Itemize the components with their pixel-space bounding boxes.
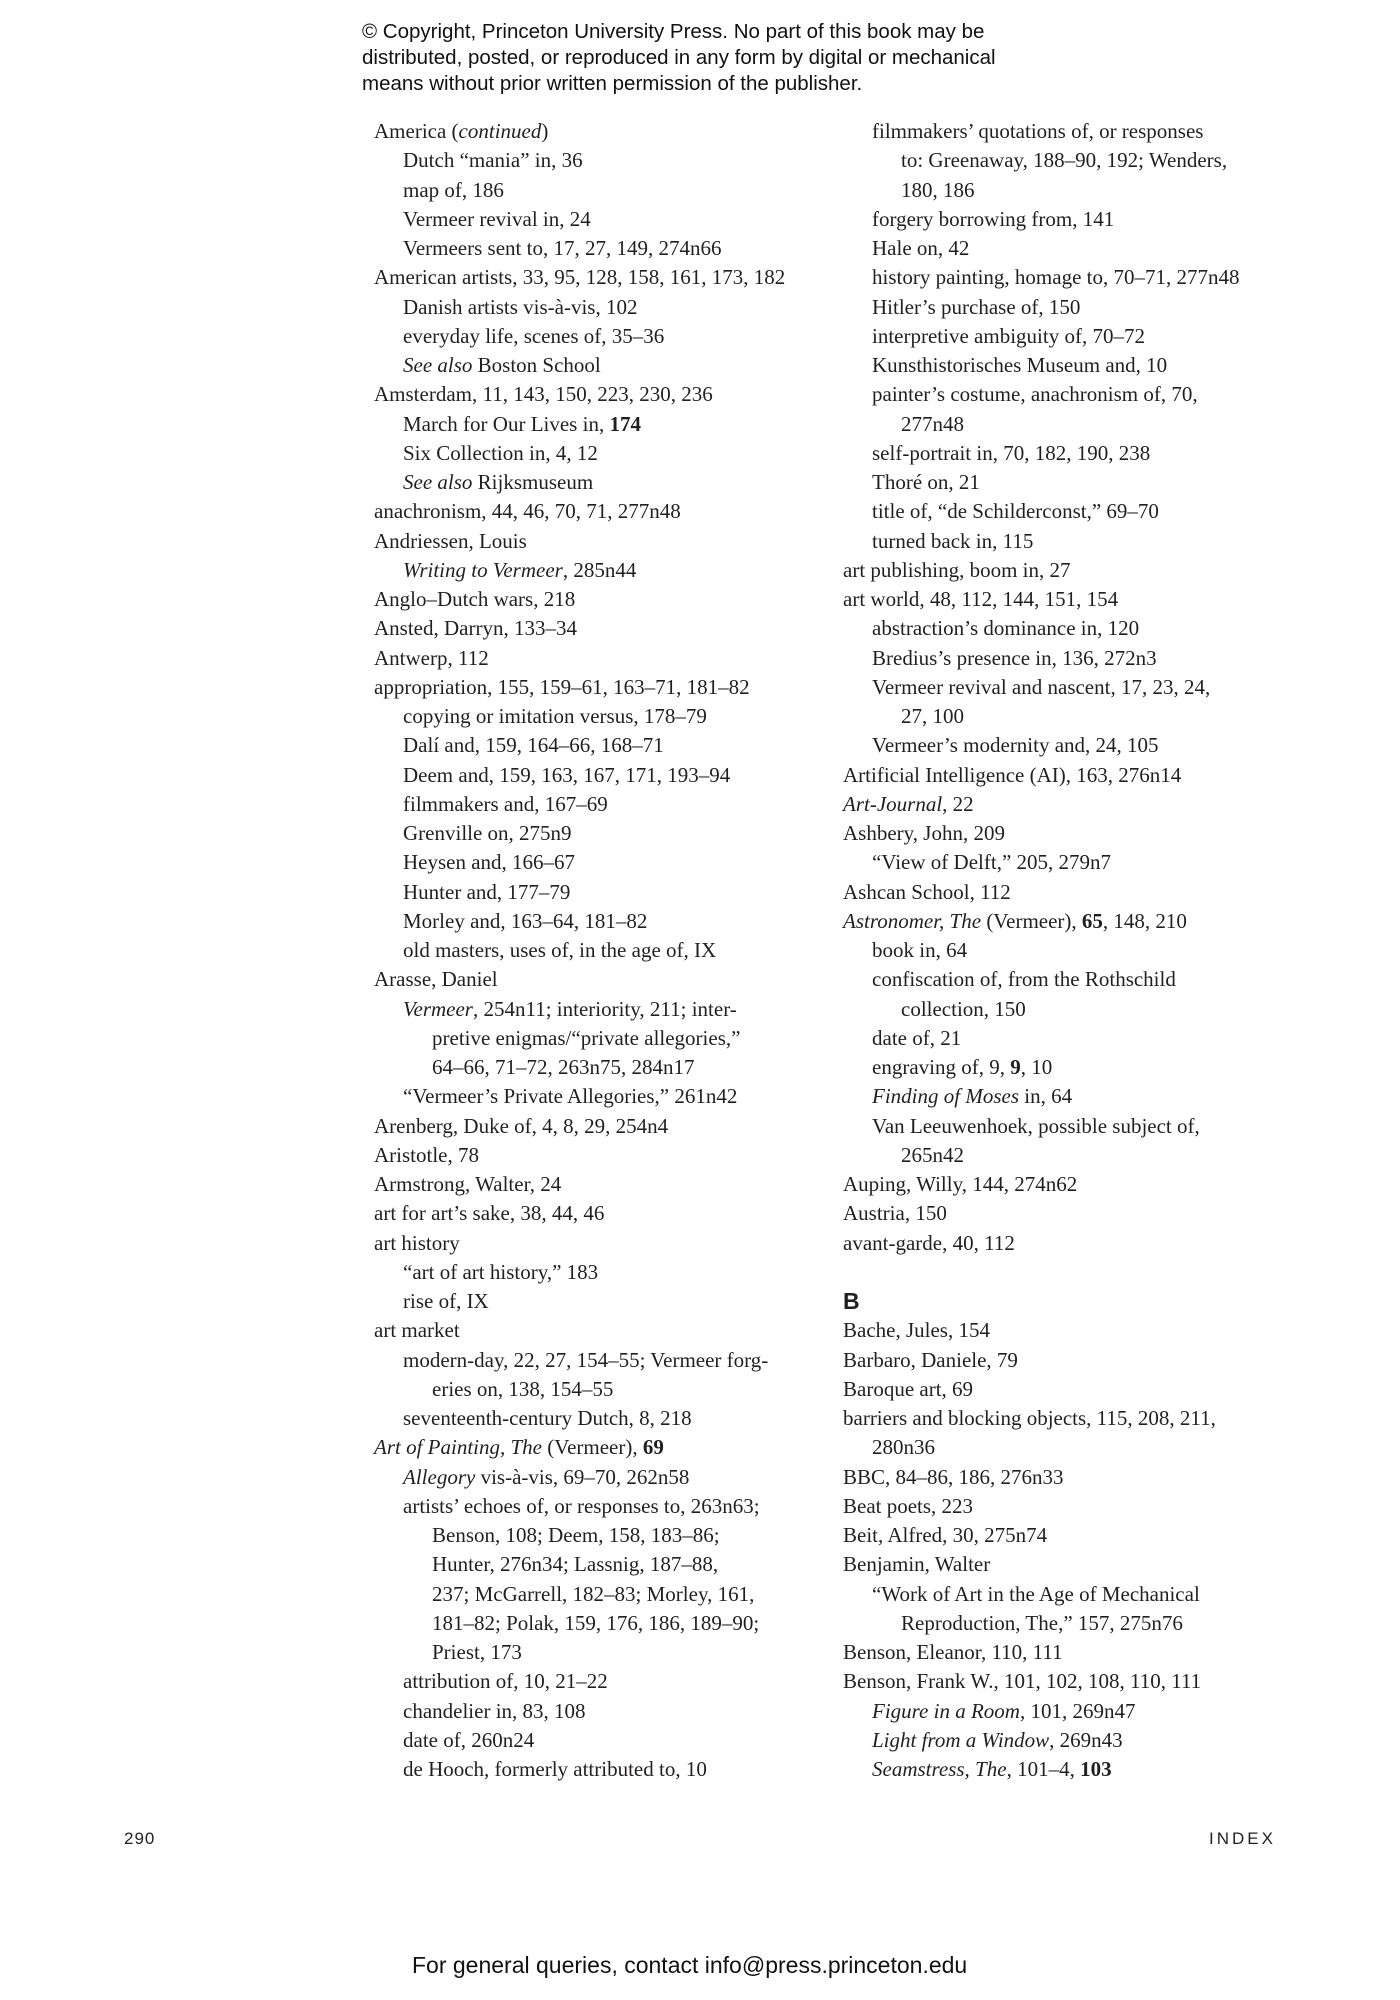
index-subentry xyxy=(374,439,804,468)
entry-text: Dalí and, 159, 164–66, 168–71 xyxy=(403,733,664,758)
index-entry xyxy=(843,1492,1283,1521)
entry-text: 65 xyxy=(1081,908,1103,933)
entry-text: title of, “de Schilderconst,” 69–70 xyxy=(872,499,1159,524)
entry-text: Ashbery, John, 209 xyxy=(843,821,1005,845)
entry-text: Priest, 173 xyxy=(432,1640,522,1664)
entry-text: art publishing, boom in, 27 xyxy=(843,557,1071,582)
index-entry xyxy=(374,585,804,614)
index-subentry xyxy=(843,673,1283,702)
entry-text: vis-à-vis, 69–70, 262n58 xyxy=(475,1464,690,1489)
index-entry xyxy=(374,644,804,673)
index-entry xyxy=(374,965,804,994)
entry-text: Armstrong, Walter, 24 xyxy=(374,1172,562,1196)
entry-text: Barbaro, Daniele, 79 xyxy=(843,1347,1018,1372)
index-subentry xyxy=(374,1287,804,1316)
index-entry xyxy=(374,614,804,643)
entry-text: Boston School xyxy=(472,353,601,377)
entry-text: rise of, IX xyxy=(403,1289,489,1313)
index-subentry xyxy=(374,1082,804,1111)
entry-text: , 22 xyxy=(942,791,974,816)
entry-text: date of, 21 xyxy=(872,1025,962,1050)
index-subentry xyxy=(374,819,804,848)
index-subentry xyxy=(843,848,1283,877)
entry-text: Allegory xyxy=(403,1464,476,1489)
entry-text: anachronism, 44, 46, 70, 71, 277n48 xyxy=(374,499,681,524)
index-entry xyxy=(843,907,1283,936)
entry-text: Baroque art, 69 xyxy=(843,1376,974,1401)
index-entry xyxy=(843,1346,1283,1375)
index-subentry xyxy=(843,117,1283,146)
entry-text: 69 xyxy=(642,1435,664,1460)
index-entry xyxy=(843,556,1283,585)
entry-text: copying or imitation versus, 178–79 xyxy=(403,704,707,728)
index-column-right xyxy=(843,117,1283,1784)
index-subentry xyxy=(843,234,1283,263)
index-subentry xyxy=(843,205,1283,234)
entry-text: Beit, Alfred, 30, 275n74 xyxy=(843,1523,1048,1547)
entry-text: , 101, 269n47 xyxy=(1019,1698,1136,1723)
index-entry xyxy=(843,1199,1283,1228)
entry-text: Benson, Eleanor, 110, 111 xyxy=(843,1640,1063,1664)
entry-text: America ( xyxy=(374,119,459,143)
index-subentry xyxy=(843,1609,1283,1638)
index-subentry xyxy=(843,1024,1283,1053)
entry-text: Arasse, Daniel xyxy=(374,967,498,992)
index-subentry xyxy=(374,848,804,877)
entry-text: turned back in, 115 xyxy=(872,528,1034,553)
index-subentry xyxy=(374,1755,804,1784)
index-subentry xyxy=(843,1726,1283,1755)
contact-footer: For general queries, contact info@press.princeton.edu xyxy=(412,1952,968,1978)
entry-text: Figure in a Room xyxy=(872,1698,1020,1723)
index-subentry xyxy=(374,1580,804,1609)
index-subentry xyxy=(843,410,1283,439)
index-subentry xyxy=(843,1433,1283,1462)
entry-text: Bache, Jules, 154 xyxy=(843,1318,990,1343)
entry-text: Artificial Intelligence (AI), 163, 276n14 xyxy=(843,762,1182,787)
copyright-line: © Copyright, Princeton University Press. No part of this book may be xyxy=(362,20,985,43)
entry-text: everyday life, scenes of, 35–36 xyxy=(403,323,665,348)
index-subentry xyxy=(374,322,804,351)
index-entry xyxy=(374,380,804,409)
index-entry xyxy=(374,527,804,556)
index-subentry xyxy=(843,1112,1283,1141)
copyright-line: distributed, posted, or reproduced in any form by digital or mechanical xyxy=(362,46,996,69)
index-subentry xyxy=(843,702,1283,731)
entry-text: Anglo–Dutch wars, 218 xyxy=(374,587,576,611)
index-subentry xyxy=(374,731,804,760)
page-number: 290 xyxy=(124,1829,156,1848)
index-subentry xyxy=(374,293,804,322)
entry-text: avant-garde, 40, 112 xyxy=(843,1230,1015,1255)
index-subentry xyxy=(843,1580,1283,1609)
entry-text: Benjamin, Walter xyxy=(843,1552,991,1577)
entry-text: Hale on, 42 xyxy=(872,236,970,260)
entry-text: Vermeer revival in, 24 xyxy=(403,206,591,231)
entry-text: , 10 xyxy=(1020,1055,1053,1079)
copyright-line: means without prior written permission of the publisher. xyxy=(362,72,863,95)
index-entry xyxy=(843,1463,1283,1492)
entry-text: Astronomer, The xyxy=(843,908,982,933)
entry-text: Andriessen, Louis xyxy=(374,528,527,553)
entry-text: Antwerp, 112 xyxy=(374,645,489,670)
index-subentry xyxy=(843,1141,1283,1170)
index-subentry xyxy=(374,146,804,175)
entry-text: 174 xyxy=(609,411,641,436)
index-subentry xyxy=(843,614,1283,643)
entry-text: , 148, 210 xyxy=(1102,908,1187,933)
index-subentry xyxy=(374,1697,804,1726)
index-subentry xyxy=(374,234,804,263)
entry-text: “View of Delft,” 205, 279n7 xyxy=(872,850,1112,875)
entry-text: 103 xyxy=(1080,1757,1112,1781)
index-entry xyxy=(374,117,804,146)
entry-text: filmmakers and, 167–69 xyxy=(403,791,608,816)
index-subentry xyxy=(843,263,1283,292)
entry-text: Deem and, 159, 163, 167, 171, 193–94 xyxy=(403,762,731,787)
entry-text: 181–82; Polak, 159, 176, 186, 189–90; xyxy=(432,1610,760,1635)
index-entry xyxy=(843,1170,1283,1199)
entry-text: Morley and, 163–64, 181–82 xyxy=(403,908,648,933)
index-subentry xyxy=(374,176,804,205)
entry-text: seventeenth-century Dutch, 8, 218 xyxy=(403,1406,692,1430)
index-subentry xyxy=(843,351,1283,380)
index-subentry xyxy=(843,497,1283,526)
entry-text: Benson, 108; Deem, 158, 183–86; xyxy=(432,1523,720,1547)
entry-text: 277n48 xyxy=(901,411,964,436)
index-subentry xyxy=(374,907,804,936)
entry-text: to: Greenaway, 188–90, 192; Wenders, xyxy=(901,148,1228,173)
index-entry xyxy=(843,878,1283,907)
index-subentry xyxy=(374,1609,804,1638)
entry-text: Aristotle, 78 xyxy=(374,1142,479,1167)
index-entry xyxy=(374,1141,804,1170)
index-entry xyxy=(843,1316,1283,1345)
index-subentry xyxy=(374,702,804,731)
index-subentry xyxy=(374,1550,804,1579)
entry-text: “art of art history,” 183 xyxy=(403,1259,599,1284)
index-column-left xyxy=(374,117,804,1784)
entry-text: ) xyxy=(541,119,549,143)
index-subentry xyxy=(843,322,1283,351)
entry-text: Finding of Moses xyxy=(872,1084,1019,1109)
index-subentry xyxy=(843,176,1283,205)
entry-text: 180, 186 xyxy=(901,177,975,202)
entry-text: Ansted, Darryn, 133–34 xyxy=(374,616,577,641)
entry-text: Kunsthistorisches Museum and, 10 xyxy=(872,353,1168,377)
entry-text: Vermeer’s modernity and, 24, 105 xyxy=(872,733,1159,758)
entry-text: forgery borrowing from, 141 xyxy=(872,206,1115,231)
index-entry xyxy=(843,1521,1283,1550)
entry-text: (Vermeer), xyxy=(542,1435,643,1460)
index-subentry xyxy=(374,1521,804,1550)
index-entry xyxy=(843,1375,1283,1404)
entry-text: painter’s costume, anachronism of, 70, xyxy=(872,382,1198,407)
entry-text: Beat poets, 223 xyxy=(843,1493,974,1518)
entry-text: Amsterdam, 11, 143, 150, 223, 230, 236 xyxy=(374,382,713,407)
copyright-notice xyxy=(362,19,1082,97)
entry-text: March for Our Lives in, xyxy=(403,411,610,436)
index-entry xyxy=(374,1199,804,1228)
entry-text: Art-Journal xyxy=(843,791,943,816)
index-entry xyxy=(843,1404,1283,1433)
index-letter-heading: B xyxy=(843,1288,860,1314)
index-subentry xyxy=(843,965,1283,994)
entry-text: , 285n44 xyxy=(562,557,637,582)
index-entry xyxy=(843,585,1283,614)
entry-text: Thoré on, 21 xyxy=(872,470,980,494)
index-subentry xyxy=(374,1726,804,1755)
index-subentry xyxy=(843,527,1283,556)
entry-text: Hunter and, 177–79 xyxy=(403,879,571,904)
entry-text: Heysen and, 166–67 xyxy=(403,850,576,875)
entry-text: Arenberg, Duke of, 4, 8, 29, 254n4 xyxy=(374,1113,669,1138)
entry-text: Writing to Vermeer xyxy=(403,557,563,582)
index-subentry xyxy=(843,439,1283,468)
index-subentry xyxy=(374,1492,804,1521)
entry-text: See also xyxy=(403,470,473,494)
entry-text: Art of Painting, The xyxy=(374,1435,542,1460)
entry-text: confiscation of, from the Rothschild xyxy=(872,967,1176,992)
entry-text: engraving of, 9, xyxy=(872,1055,1011,1079)
entry-text: interpretive ambiguity of, 70–72 xyxy=(872,323,1145,348)
entry-text: 265n42 xyxy=(901,1142,964,1167)
entry-text: map of, 186 xyxy=(403,177,504,202)
index-entry xyxy=(843,1229,1283,1258)
entry-text: history painting, homage to, 70–71, 277n48 xyxy=(872,265,1240,290)
entry-text: Austria, 150 xyxy=(843,1201,947,1226)
entry-text: appropriation, 155, 159–61, 163–71, 181–82 xyxy=(374,674,750,699)
index-subentry xyxy=(374,1053,804,1082)
index-subentry xyxy=(843,380,1283,409)
index-entry xyxy=(374,497,804,526)
index-subentry xyxy=(374,351,804,380)
index-entry xyxy=(374,1433,804,1462)
entry-text: art world, 48, 112, 144, 151, 154 xyxy=(843,587,1119,611)
entry-text: Rijksmuseum xyxy=(472,470,594,494)
entry-text: Ashcan School, 112 xyxy=(843,879,1011,904)
entry-text: modern-day, 22, 27, 154–55; Vermeer forg- xyxy=(403,1347,769,1372)
index-subentry xyxy=(374,1404,804,1433)
entry-text: art history xyxy=(374,1230,460,1255)
index-entry xyxy=(843,1550,1283,1579)
entry-text: Vermeer revival and nascent, 17, 23, 24, xyxy=(872,674,1211,699)
entry-text: Hitler’s purchase of, 150 xyxy=(872,294,1081,319)
entry-text: Dutch “mania” in, 36 xyxy=(403,148,583,173)
entry-text: BBC, 84–86, 186, 276n33 xyxy=(843,1464,1064,1489)
index-subentry xyxy=(374,878,804,907)
index-entry xyxy=(843,790,1283,819)
index-entry xyxy=(843,1638,1283,1667)
index-subentry xyxy=(843,1697,1283,1726)
index-subentry xyxy=(374,1346,804,1375)
entry-text: continued xyxy=(458,119,542,143)
entry-text: collection, 150 xyxy=(901,996,1026,1021)
entry-text: , 254n11; interiority, 211; inter- xyxy=(472,996,737,1021)
index-subentry xyxy=(374,556,804,585)
entry-text: old masters, uses of, in the age of, IX xyxy=(403,938,717,962)
index-subentry xyxy=(843,293,1283,322)
entry-text: book in, 64 xyxy=(872,938,968,962)
entry-text: Auping, Willy, 144, 274n62 xyxy=(843,1172,1078,1196)
running-footer-section: INDEX xyxy=(1209,1829,1276,1848)
index-entry xyxy=(374,1229,804,1258)
entry-text: art market xyxy=(374,1318,460,1343)
entry-text: pretive enigmas/“private allegories,” xyxy=(432,1025,741,1050)
entry-text: 280n36 xyxy=(872,1435,935,1460)
index-subentry xyxy=(843,468,1283,497)
index-subentry xyxy=(374,1463,804,1492)
index-subentry xyxy=(843,146,1283,175)
entry-text: 27, 100 xyxy=(901,704,964,728)
index-subentry xyxy=(374,1375,804,1404)
index-subentry xyxy=(843,936,1283,965)
index-subentry xyxy=(843,1082,1283,1111)
entry-text: , 101–4, xyxy=(1006,1757,1081,1781)
entry-text: Benson, Frank W., 101, 102, 108, 110, 111 xyxy=(843,1669,1202,1694)
entry-text: self-portrait in, 70, 182, 190, 238 xyxy=(872,440,1151,465)
entry-text: chandelier in, 83, 108 xyxy=(403,1698,586,1723)
entry-text: filmmakers’ quotations of, or responses xyxy=(872,119,1204,143)
entry-text: Seamstress, The xyxy=(872,1757,1007,1781)
entry-text: Hunter, 276n34; Lassnig, 187–88, xyxy=(432,1552,719,1577)
entry-text: Bredius’s presence in, 136, 272n3 xyxy=(872,645,1157,670)
index-entry xyxy=(843,761,1283,790)
entry-text: artists’ echoes of, or responses to, 263n63; xyxy=(403,1493,760,1518)
index-entry xyxy=(374,1316,804,1345)
entry-text: attribution of, 10, 21–22 xyxy=(403,1669,608,1694)
entry-text: abstraction’s dominance in, 120 xyxy=(872,616,1140,641)
index-subentry xyxy=(374,936,804,965)
entry-text: art for art’s sake, 38, 44, 46 xyxy=(374,1201,605,1226)
entry-text: , 269n43 xyxy=(1049,1727,1123,1752)
index-subentry xyxy=(374,1258,804,1287)
index-subentry xyxy=(374,995,804,1024)
index-entry xyxy=(843,819,1283,848)
index-subentry xyxy=(374,1638,804,1667)
index-subentry xyxy=(843,995,1283,1024)
entry-text: “Vermeer’s Private Allegories,” 261n42 xyxy=(403,1084,738,1109)
entry-text: American artists, 33, 95, 128, 158, 161, 173, 182 xyxy=(374,265,786,290)
entry-text: eries on, 138, 154–55 xyxy=(432,1376,614,1401)
entry-text: Danish artists vis-à-vis, 102 xyxy=(403,294,638,319)
index-subentry xyxy=(374,205,804,234)
entry-text: 237; McGarrell, 182–83; Morley, 161, xyxy=(432,1581,755,1606)
entry-text: 64–66, 71–72, 263n75, 284n17 xyxy=(432,1055,695,1079)
index-entry xyxy=(843,1667,1283,1696)
index-entry xyxy=(374,263,804,292)
entry-text: Grenville on, 275n9 xyxy=(403,821,572,845)
entry-text: See also xyxy=(403,353,473,377)
entry-text: Vermeers sent to, 17, 27, 149, 274n66 xyxy=(403,236,722,260)
entry-text: “Work of Art in the Age of Mechanical xyxy=(872,1581,1200,1606)
index-subentry xyxy=(843,1053,1283,1082)
index-subentry xyxy=(374,790,804,819)
entry-text: de Hooch, formerly attributed to, 10 xyxy=(403,1757,707,1781)
index-subentry xyxy=(374,761,804,790)
entry-text: (Vermeer), xyxy=(981,908,1082,933)
index-subentry xyxy=(374,1667,804,1696)
section-gap xyxy=(843,1258,1283,1287)
entry-text: Six Collection in, 4, 12 xyxy=(403,440,598,465)
entry-text: in, 64 xyxy=(1019,1084,1073,1109)
entry-text: Van Leeuwenhoek, possible subject of, xyxy=(872,1113,1200,1138)
entry-text: Vermeer xyxy=(403,996,473,1021)
entry-text: 9 xyxy=(1010,1055,1021,1079)
index-subentry xyxy=(374,1024,804,1053)
index-subentry xyxy=(843,1755,1283,1784)
index-entry xyxy=(374,1112,804,1141)
entry-text: date of, 260n24 xyxy=(403,1727,535,1752)
index-entry xyxy=(374,1170,804,1199)
index-entry xyxy=(374,673,804,702)
index-subentry xyxy=(374,468,804,497)
entry-text: barriers and blocking objects, 115, 208, 211, xyxy=(843,1406,1216,1430)
index-subentry xyxy=(843,644,1283,673)
entry-text: Reproduction, The,” 157, 275n76 xyxy=(901,1610,1183,1635)
index-subentry xyxy=(843,731,1283,760)
entry-text: Light from a Window xyxy=(872,1727,1050,1752)
index-subentry xyxy=(374,410,804,439)
